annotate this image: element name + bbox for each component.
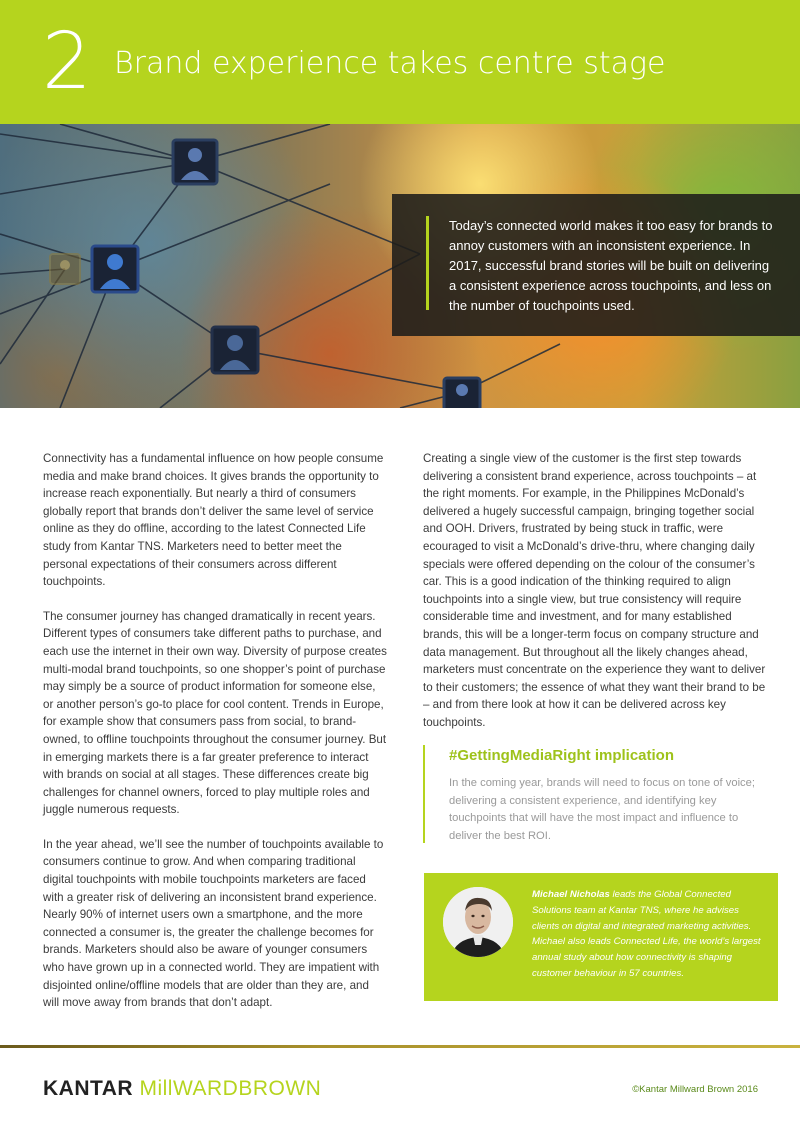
author-photo (443, 887, 513, 957)
quote-accent-bar (426, 216, 429, 310)
author-bio-text (532, 887, 768, 982)
chapter-title: Brand experience takes centre stage (114, 46, 666, 81)
author-bio-box (424, 873, 778, 1001)
chapter-header (0, 0, 800, 124)
logo-kantar: KANTAR (43, 1077, 134, 1100)
person-node-icon (50, 254, 80, 284)
person-node-icon (92, 246, 138, 292)
hero-image (0, 124, 800, 408)
implication-accent-bar (423, 745, 425, 843)
author-portrait-icon (443, 887, 513, 957)
author-name: Michael Nicholas (532, 889, 610, 900)
paragraph: The consumer journey has changed dramatically in recent years. Different types of consumers take different paths to purchase, and each use the internet in their own way. Diversity of purpose creates multi-modal brand touchpoints, so one shopper’s point of purchase may simply be a source of product information for someone else, or another person’s go-to place for cool content. Trends in Europe, for example show that consumers pass from social, to brand-owned, to offline touchpoints throughout the consumer journey. But in emerging markets there is a far greater preference to interact with brands on social at all stages. These differences create big challenges for channel owners, forced to play multiple roles and juggle numerous requests. (43, 609, 387, 817)
implication-heading: #GettingMediaRight implication (449, 747, 675, 764)
body-column-left (43, 450, 388, 1029)
kantar-millwardbrown-logo (43, 1077, 321, 1101)
body-column-right (423, 450, 768, 749)
author-description: leads the Global Connected Solutions team at Kantar TNS, where he advises clients on digital and integrated marketing activities. Michael also leads Connected Life, the world’s largest annual study about how connectivity is shaping customer behaviour in 57 countries. (532, 889, 761, 979)
implication-body: In the coming year, brands will need to focus on tone of voice; delivering a consistent experience, and identifying key touchpoints that will have the most impact and influence to deliver the best ROI. (449, 777, 755, 842)
person-node-icon (444, 378, 480, 408)
logo-millwardbrown: MillWARDBROWN (139, 1077, 322, 1100)
paragraph: In the year ahead, we’ll see the number of touchpoints available to consumers continue to grow. And when comparing traditional digital touchpoints with mobile touchpoints marketers are faced with a greater risk of delivering an inconsistent brand experience. Nearly 90% of internet users own a smartphone, and the more connected a consumer is, the greater the challenge becomes for brands. Marketers should also be aware of younger consumers who have grown up in a connected world. They are impatient with disjointed online/offline models that are older than they are, and will move away from brands that don’t adapt. (43, 837, 384, 1010)
copyright-text: ©Kantar Millward Brown 2016 (632, 1084, 758, 1095)
person-node-icon (212, 327, 258, 373)
chapter-number: 2 (42, 17, 92, 107)
intro-quote-text: Today’s connected world makes it too easy for brands to annoy customers with an inconsistent experience. In 2017, successful brand stories will be built on delivering a consistent experience across touchpoints, and less on the number of touchpoints used. (449, 218, 773, 313)
intro-quote-box (392, 194, 800, 336)
footer-divider (0, 1045, 800, 1048)
paragraph: Connectivity has a fundamental influence on how people consume media and make brand choices. It gives brands the opportunity to increase reach exponentially. But nearly a third of consumers globally report that brands don’t deliver the same level of service online as they do offline, according to the latest Connected Life study from Kantar TNS. Marketers need to better meet the personal expectations of their consumers across different touchpoints. (43, 452, 384, 589)
person-node-icon (173, 140, 217, 184)
paragraph: Creating a single view of the customer is the first step towards delivering a consistent brand experience, across touchpoints – at the right moments. For example, in the Philippines McDonald’s delivered a hugely successful campaign, bringing together social and OOH. Drivers, frustrated by being stuck in traffic, were ecouraged to visit a McDonald’s drive-thru, where changing daily specials were offered depending on the colour of the consumer’s car. This is a good indication of the thinking required to align touchpoints into a single view, but true consistency will require considerable time and investment, and for many established brands, this will be a longer-term focus on company structure and data management. But throughout all the likely changes ahead, marketers must concentrate on the experience they want to deliver to their customers; the essence of what they want their brand to be – and from there look at how it can be delivered across key touchpoints. (423, 452, 766, 729)
implication-callout (423, 745, 763, 843)
